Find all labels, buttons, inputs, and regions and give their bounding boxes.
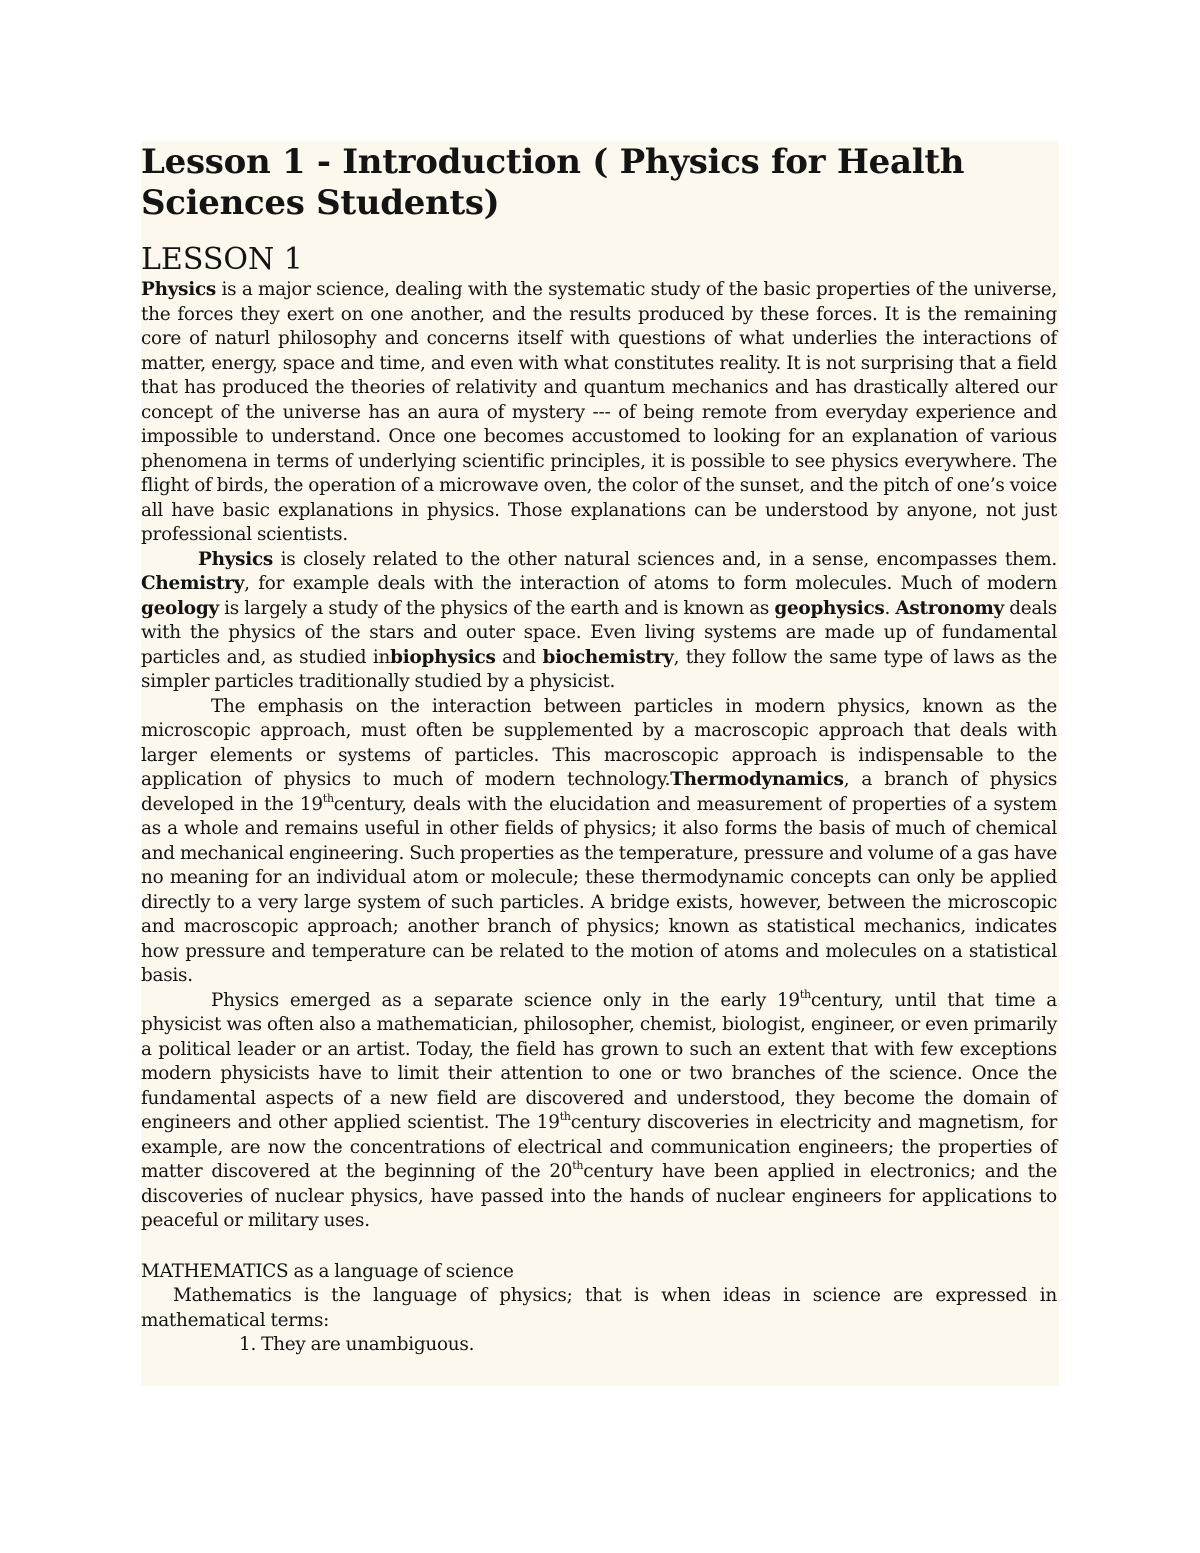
- superscript: th: [799, 987, 811, 1001]
- term-physics: Physics: [141, 279, 217, 300]
- term-chemistry: Chemistry: [141, 573, 245, 594]
- paragraph-related-sciences: [141, 548, 1057, 695]
- superscript: th: [572, 1159, 584, 1172]
- paragraph-text: .: [884, 597, 896, 619]
- lesson-heading: LESSON 1: [141, 242, 303, 277]
- term-thermodynamics: Thermodynamics: [670, 769, 844, 790]
- paragraph-text: , a branch of physics developed in the 19: [141, 769, 1058, 815]
- list-item-number: 1.: [239, 1334, 257, 1355]
- term-geology: geology: [141, 597, 219, 619]
- term-geophysics: geophysics: [774, 597, 885, 619]
- superscript: th: [559, 1110, 571, 1123]
- paragraph-text: century have been applied in electronics; and the discoveries of nuclear physics, have passed into the hands of nuclear engineers for applications to peaceful or military uses.: [141, 1161, 1057, 1231]
- paragraph-text: Physics emerged as a separate science only in the early 19: [211, 989, 800, 1011]
- paragraph-text: , for example deals with the interaction of atoms to form molecules. Much of modern: [244, 573, 1057, 594]
- spacer: [141, 1234, 1057, 1260]
- term-biochemistry: biochemistry: [542, 646, 674, 668]
- superscript: th: [322, 791, 334, 805]
- paragraph-text: is closely related to the other natural sciences and, in a sense, encompasses them.: [273, 548, 1057, 570]
- section-heading-mathematics: MATHEMATICS as a language of science: [141, 1260, 514, 1282]
- paragraph-text: is largely a study of the physics of the earth and is known as: [218, 597, 775, 619]
- paragraph-text: and: [495, 646, 543, 668]
- paragraph-text: deals with the physics of the stars and outer space. Even living systems are made up of fundamental particles and, as studied in: [141, 597, 1057, 668]
- paragraph-physics-intro: [141, 278, 1057, 548]
- paragraph-text: , they follow the same type of laws as the simpler particles traditionally studied by a physicist.: [141, 646, 1057, 692]
- list-item-text: They are unambiguous.: [261, 1334, 475, 1355]
- term-biophysics: biophysics: [390, 646, 496, 668]
- paragraph-text: century, deals with the elucidation and measurement of properties of a system as a whole and remains useful in other fields of physics; it also forms the basis of much of chemical and mechanical engineering. Such properties as the temperature, pressure and volume of a gas have no meaning for an individual atom or molecule; these thermodynamic concepts can only be applied directly to a very large system of such particles. A bridge exists, however, between the microscopic and macroscopic approach; another branch of physics; known as statistical mechanics, indicates how pressure and temperature can be related to the motion of atoms and molecules on a statistical basis.: [141, 793, 1057, 986]
- term-astronomy: Astronomy: [895, 597, 1004, 619]
- paragraph-text: is a major science, dealing with the systematic study of the basic properties of the universe, the forces they exert on one another, and the results produced by these forces. It is the remaining core of naturl philosophy and concerns itself with questions of what underlies the interactions of matter, energy, space and time, and even with what constitutes reality. It is not surprising that a field that has produced the theories of relativity and quantum mechanics and has drastically altered our concept of the universe has an aura of mystery --- of being remote from everyday experience and impossible to understand. Once one becomes accustomed to looking for an explanation of various phenomena in terms of underlying scientific principles, it is possible to see physics everywhere. The flight of birds, the operation of a microwave oven, the color of the sunset, and the pitch of one’s voice all have basic explanations in physics. Those explanations can be understood by anyone, not just professional scientists.: [141, 279, 1057, 545]
- list-item: [141, 1333, 1057, 1358]
- document-body: [141, 278, 1057, 1358]
- paragraph-text: century discoveries in electricity and magnetism, for example, are now the concentrations of electrical and communication engineers; the properties of matter discovered at the beginning of the 20: [141, 1112, 1057, 1182]
- paragraph-macroscopic-approach: [141, 695, 1057, 989]
- paragraph-text: century, until that time a physicist was often also a mathematician, philosopher, chemist, biologist, engineer, or even primarily a political leader or an artist. Today, the field has grown to such an extent that with few exceptions modern physicists have to limit their attention to one or two branches of the science. Once the fundamental aspects of a new field are discovered and understood, they become the domain of engineers and other applied scientist. The 19: [141, 989, 1057, 1133]
- document-title: Lesson 1 - Introduction ( Physics for Health Sciences Students): [141, 142, 965, 223]
- paragraph-text: The emphasis on the interaction between particles in modern physics, known as the microscopic approach, must often be supplemented by a macroscopic approach that deals with larger elements or systems of particles. This macroscopic approach is indispensable to the application of physics to much of modern technology.: [141, 695, 1057, 790]
- paragraph-mathematics-intro: Mathematics is the language of physics; that is when ideas in science are expressed in mathematical terms:: [141, 1285, 1057, 1331]
- paragraph-physics-history: [141, 989, 1057, 1234]
- document-content: [141, 141, 1057, 1358]
- term-physics: Physics: [198, 548, 274, 570]
